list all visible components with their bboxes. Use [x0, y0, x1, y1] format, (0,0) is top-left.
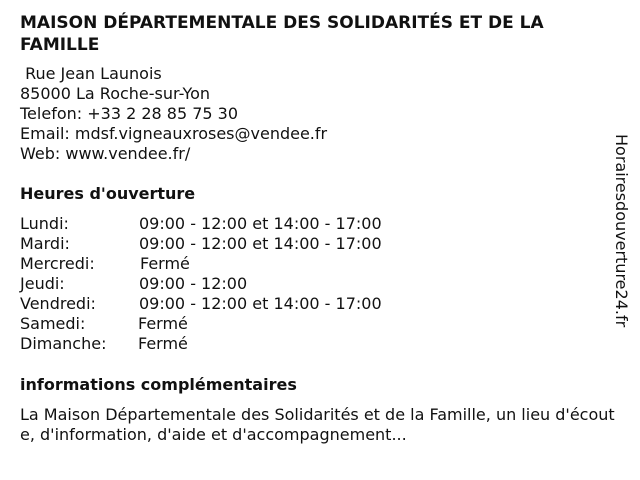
- info-heading: informations complémentaires: [20, 375, 297, 394]
- email-text: Email: mdsf.vigneauxroses@vendee.fr: [20, 124, 328, 143]
- day-label: Lundi:: [20, 214, 69, 233]
- day-hours: Fermé: [138, 334, 188, 353]
- day-label: Mercredi:: [20, 254, 95, 273]
- day-label: Samedi:: [20, 314, 86, 333]
- site-watermark: Horairesdouverture24.fr: [612, 134, 631, 328]
- day-hours: Fermé: [138, 314, 188, 333]
- day-hours: 09:00 - 12:00 et 14:00 - 17:00: [139, 294, 382, 313]
- hours-heading: Heures d'ouverture: [20, 184, 196, 203]
- day-hours: 09:00 - 12:00 et 14:00 - 17:00: [139, 234, 382, 253]
- day-label: Jeudi:: [20, 274, 65, 293]
- address-block: [20, 64, 327, 164]
- phone-text: Telefon: +33 2 28 85 75 30: [20, 104, 239, 123]
- address-street: Rue Jean Launois: [20, 64, 162, 83]
- day-label: Dimanche:: [20, 334, 107, 353]
- day-label: Vendredi:: [20, 294, 96, 313]
- day-label: Mardi:: [20, 234, 70, 253]
- day-hours: 09:00 - 12:00 et 14:00 - 17:00: [139, 214, 382, 233]
- info-text: La Maison Départementale des Solidarités et de la Famille, un lieu d'écoute, d'information, d'aide et d'accompagnement...: [20, 405, 615, 444]
- page-title: MAISON DÉPARTEMENTALE DES SOLIDARITÉS ET DE LA FAMILLE: [20, 13, 544, 55]
- day-hours: Fermé: [140, 254, 190, 273]
- address-city: 85000 La Roche-sur-Yon: [20, 84, 211, 103]
- day-hours: 09:00 - 12:00: [139, 274, 248, 293]
- web-text: Web: www.vendee.fr/: [20, 144, 191, 163]
